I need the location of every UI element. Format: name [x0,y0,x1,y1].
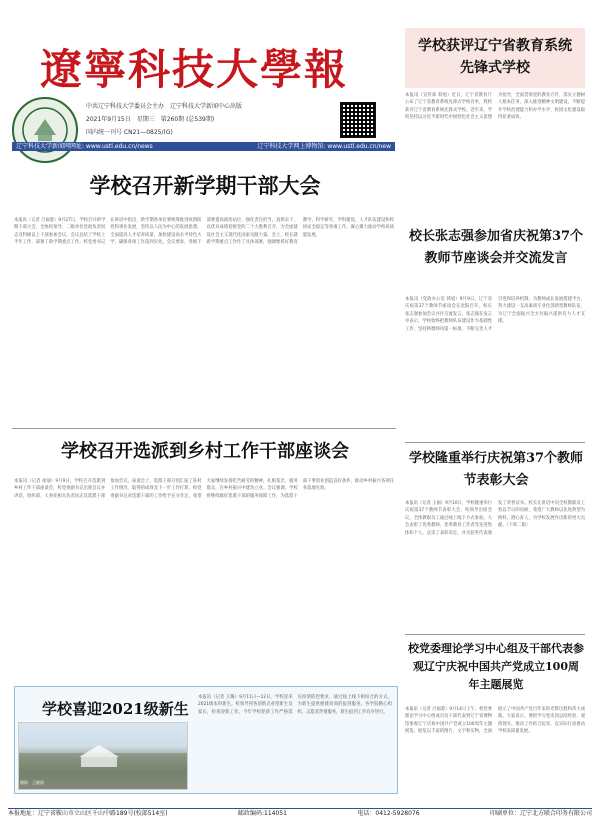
party-history-headline: 校党委理论学习中心组及干部代表参观辽宁庆祝中国共产党成立100周年主题展览 [408,642,584,691]
website-bar [12,142,395,151]
footer-address: 本报地址：辽宁省鞍山市立山区千山中路189号(校部514室) [8,810,168,817]
freshmen-text: 本报讯（记者 王璐）9月11日—12日，学校迎来2021级本科新生。校领导到各迎新点看望新生及家长，检查迎新工作。今年学校迎新工作严格落实疫情防控要求，通过线上线下相结合的方式，为新生提供便捷高效的报到服务。各学院精心组织，志愿者热情服务，新生报到工作有序进行。 [198,695,392,715]
footer [8,808,592,821]
serial-number: 国内统一刊号 CN21—0825/(G) [86,129,173,136]
newspaper-title: 遼寧科技大學報 [40,45,349,94]
teachers-forum-headline: 校长张志强参加省庆祝第37个教师节座谈会并交流发言 [408,229,584,266]
organizers-line: 中共辽宁科技大学委员会主办 辽宁科技大学新闻中心出版 [86,103,243,110]
rural-cadre-headline: 学校召开选派到乡村工作干部座谈会 [61,441,349,462]
teachers-day-text: 本报讯（记者 王丽）9月10日，学校隆重举行庆祝第37个教师节表彰大会，校领导出席会议，全体教职员工通过线上线下方式参加。大会表彰了优秀教师、优秀教育工作者等先进集体和个人，宣读了表彰决定，并为获奖代表颁发了荣誉证书。校长在讲话中向全校教职员工致以节日的问候，希望广大教师以先进典型为榜样，潜心育人，为学校发展作出新的更大贡献。（下转二版） [405,501,585,536]
divider [12,428,396,429]
civilization-school-headline: 学校获评辽宁省教育系统先锋式学校 [418,38,572,76]
footer-postcode: 邮政编码:114051 [238,810,287,817]
museum-website[interactable]: 辽宁科技大学网上博物馆: www.ustl.edu.cn/new [257,143,391,150]
qr-code-icon [340,102,376,138]
cadre-meeting-headline: 学校召开新学期干部大会 [89,173,321,198]
divider [405,634,585,635]
issue-line: 2021年9月15日 星期三 第260期 (总539期) [86,116,215,123]
civilization-school-text: 本报讯（宣传部 韩旭）近日，辽宁省教育厅公布了辽宁省教育系统先锋式学校名单，我校获评辽宁省教育系统先锋式学校。近年来，学校坚持以习近平新时代中国特色社会主义思想为指导，全面贯彻党的教育方针，落实立德树人根本任务，深入推进精神文明建设，不断提升学校治理能力和办学水平，校园文化建设取得显著成效。 [405,93,585,121]
rural-cadre-text: 本报讯（记者 徐迪）9月9日，学校召开选派到乡村工作干部座谈会，校党委副书记出席会议并讲话，组织部、人事处相关负责同志及选派干部参加会议。座谈会上，选派干部分别汇报了驻村工作情况、取得的成效及下一步工作打算。校党委副书记对选派干部的工作给予充分肯定，希望大家继续发扬吃苦耐劳的精神，扎根基层，服务群众，在乡村振兴中建功立业。会议强调，学校将继续做好选派干部的服务保障工作，为选派干部干事创业创造良好条件，推动乡村振兴各项任务落地见效。 [14,479,394,499]
party-history-text: 本报讯（记者 吕福蓉）9月14日上午，校党委理论学习中心组成员及干部代表到辽宁省博物馆参观辽宁庆祝中国共产党成立100周年主题展览。展览以丰富的图片、文字和实物，全面展示了中国共产党百年来的光辉历程和伟大成就。大家表示，要把学习党史同总结经验、观照现实、推动工作结合起来，以实际行动推动学校高质量发展。 [405,707,585,735]
photo-caption: 摄影：王晓丽 [20,780,44,785]
cadre-meeting-text: 本报讯（记者 吕福蓉）9月27日，学校召开新学期干部大会，全体校领导、二级单位党政负责同志及科级以上干部参加会议。会议总结了学校上半年工作，部署了新学期重点工作。校党委书记在讲话中指出，新学期各单位要统筹推进疫情防控和事业发展，坚持以人民为中心的发展思想，全面提高人才培养质量，加快建设高水平特色大学，确保各项工作落到实处。会议要求，各级干部要提高政治站位，强化责任担当，真抓实干，以优异成绩迎接党的二十大胜利召开，为全面建设社会主义现代化国家贡献力量。会上，校长就新学期重点工作作了具体部署，强调要抓好教育教学、科学研究、学科建设、人才队伍建设和校园安全稳定等各项工作，凝心聚力推动学校高质量发展。 [14,218,394,246]
teachers-forum-text: 本报讯（党政办公室 韩旭）9月9日，辽宁省庆祝第37个教师节座谈会在沈阳召开，校长张志强参加会议并作交流发言。张志强在发言中表示，学校始终把教师队伍建设作为基础性工作，坚持师德师风第一标准，不断完善人才引进和培养机制，为教师成长发展搭建平台，努力建设一支高素质专业化创新型教师队伍，为辽宁全面振兴全方位振兴提供有力人才支撑。 [405,297,585,332]
footer-printer: 印刷单位：辽宁北方联合印务有限公司 [489,810,592,817]
teachers-day-headline: 学校隆重举行庆祝第37个教师节表彰大会 [408,451,584,488]
freshmen-headline: 学校喜迎2021级新生 [42,700,189,718]
news-website[interactable]: 辽宁科技大学新闻网网址: www.ustl.edu.cn/news [16,143,153,150]
divider [405,442,585,443]
university-seal-icon [12,97,78,163]
footer-phone: 电话：0412-5928076 [357,810,420,817]
